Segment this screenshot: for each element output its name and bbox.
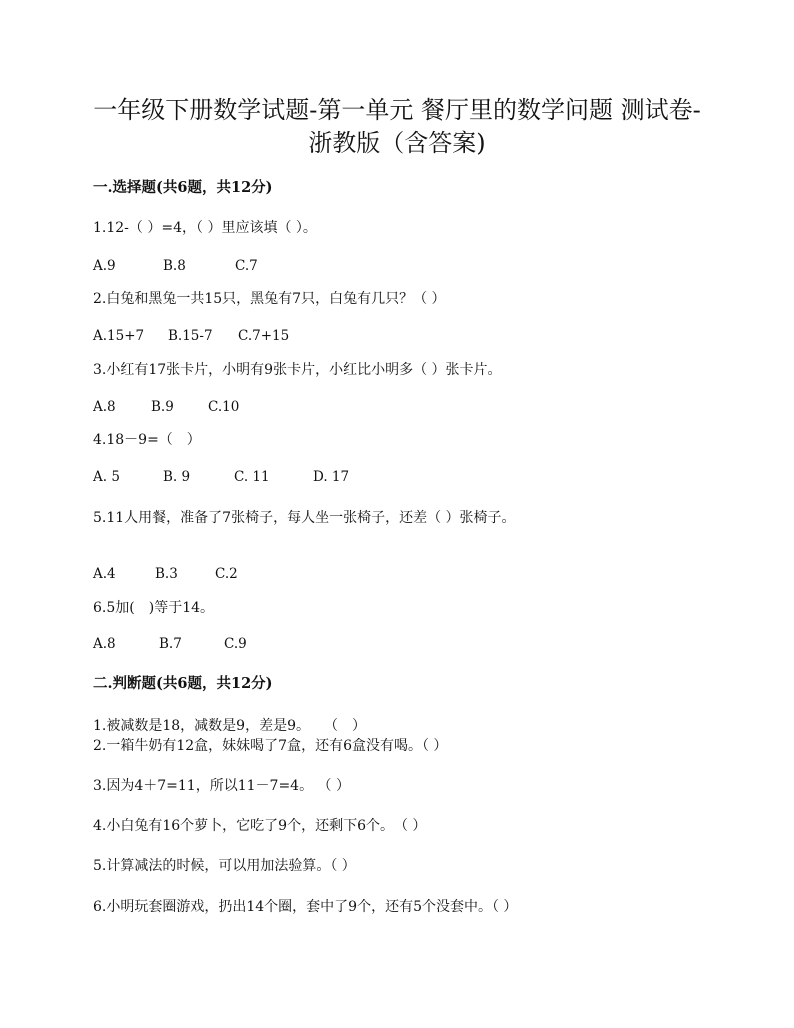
section-heading-judgement: 二.判断题(共6题，共12分)	[93, 675, 273, 692]
option-c: C. 11	[234, 469, 270, 485]
option-d: D. 17	[313, 469, 350, 485]
option-a: A.15+7	[93, 328, 145, 344]
option-b: B.15-7	[168, 328, 213, 344]
judgement-6: 6.小明玩套圈游戏，扔出14个圈，套中了9个，还有5个没套中。（ ）	[93, 899, 518, 915]
option-a: A.4	[93, 566, 116, 582]
option-b: B.3	[155, 566, 178, 582]
option-b: B. 9	[163, 469, 191, 485]
question-3: 3.小红有17张卡片，小明有9张卡片，小红比小明多（ ）张卡片。	[93, 362, 502, 378]
judgement-5: 5.计算减法的时候，可以用加法验算。（ ）	[93, 858, 356, 874]
question-6: 6.5加( )等于14。	[93, 600, 215, 616]
judgement-2: 2.一箱牛奶有12盒，妹妹喝了7盒，还有6盒没有喝。（ ）	[93, 738, 448, 754]
judgement-3: 3.因为4＋7=11，所以11－7=4。 （ ）	[93, 778, 350, 794]
option-b: B.9	[151, 399, 174, 415]
question-2: 2.白兔和黑兔一共15只，黑兔有7只，白兔有几只？（ ）	[93, 291, 446, 307]
question-5: 5.11人用餐，准备了7张椅子，每人坐一张椅子，还差（ ）张椅子。	[93, 510, 516, 526]
option-a: A.9	[93, 258, 116, 274]
option-a: A.8	[93, 399, 116, 415]
option-a: A.8	[93, 636, 116, 652]
option-b: B.7	[159, 636, 182, 652]
document-title-line-2: 浙教版（含答案)	[308, 129, 486, 157]
judgement-1: 1.被减数是18，减数是9，差是9。 （ ）	[93, 718, 366, 734]
section-heading-choice: 一.选择题(共6题，共12分)	[93, 179, 273, 196]
option-c: C.7+15	[238, 328, 290, 344]
option-c: C.7	[235, 258, 258, 274]
option-c: C.9	[224, 636, 247, 652]
question-1: 1.12-（ ）=4，（ ）里应该填（ ）。	[93, 220, 317, 236]
option-b: B.8	[163, 258, 186, 274]
question-4: 4.18－9=（ ）	[93, 432, 201, 448]
judgement-4: 4.小白兔有16个萝卜，它吃了9个，还剩下6个。 （ ）	[93, 818, 427, 834]
option-c: C.2	[215, 566, 238, 582]
document-title-line-1: 一年级下册数学试题-第一单元 餐厅里的数学问题 测试卷-	[93, 96, 701, 124]
option-a: A. 5	[93, 469, 120, 485]
option-c: C.10	[208, 399, 240, 415]
